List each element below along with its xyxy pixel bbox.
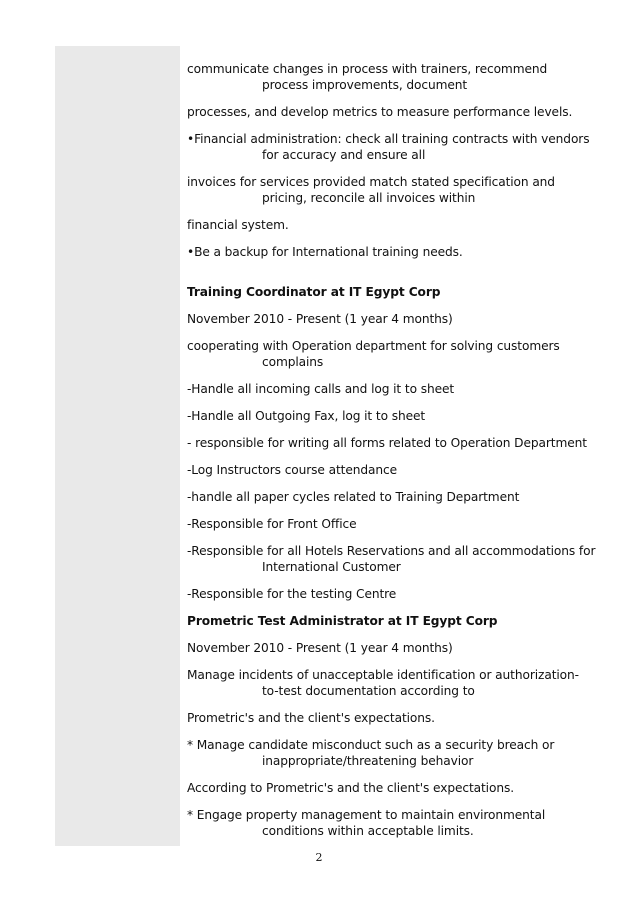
paragraph-continuation: conditions within acceptable limits. <box>262 824 474 838</box>
paragraph-continuation: complains <box>262 355 324 369</box>
job-dates: November 2010 - Present (1 year 4 months) <box>187 641 453 655</box>
paragraph <box>187 489 597 505</box>
paragraph <box>187 586 597 602</box>
paragraph <box>187 780 597 796</box>
paragraph <box>187 217 597 233</box>
paragraph <box>187 737 597 769</box>
paragraph <box>187 338 597 370</box>
paragraph-line: -handle all paper cycles related to Training Department <box>187 490 520 504</box>
paragraph-continuation: to-test documentation according to <box>262 684 475 698</box>
paragraph-continuation: International Customer <box>262 560 401 574</box>
paragraph <box>187 710 597 726</box>
paragraph-line: -Responsible for Front Office <box>187 517 357 531</box>
paragraph-line: •Financial administration: check all training contracts with vendors <box>187 132 590 146</box>
paragraph <box>187 174 597 206</box>
paragraph <box>187 244 597 260</box>
job-dates: November 2010 - Present (1 year 4 months) <box>187 312 453 326</box>
paragraph-continuation: for accuracy and ensure all <box>262 148 426 162</box>
paragraph-continuation: inappropriate/threatening behavior <box>262 754 474 768</box>
paragraph-line: processes, and develop metrics to measure performance levels. <box>187 105 573 119</box>
paragraph <box>187 462 597 478</box>
paragraph <box>187 543 597 575</box>
paragraph-line: •Be a backup for International training needs. <box>187 245 463 259</box>
paragraph-line: According to Prometric's and the client's expectations. <box>187 781 514 795</box>
paragraph-continuation: pricing, reconcile all invoices within <box>262 191 476 205</box>
paragraph <box>187 408 597 424</box>
paragraph-line: -Responsible for all Hotels Reservations and all accommodations for <box>187 544 596 558</box>
page-number: 2 <box>315 851 323 864</box>
paragraph-line: * Manage candidate misconduct such as a security breach or <box>187 738 555 752</box>
paragraph-line: -Log Instructors course attendance <box>187 463 397 477</box>
paragraph-line: cooperating with Operation department for solving customers <box>187 339 560 353</box>
paragraph-line: -Handle all Outgoing Fax, log it to sheet <box>187 409 426 423</box>
paragraph-line: invoices for services provided match stated specification and <box>187 175 555 189</box>
job-title: Prometric Test Administrator at IT Egypt Corp <box>187 614 498 628</box>
paragraph-continuation: process improvements, document <box>262 78 468 92</box>
paragraph <box>187 435 597 451</box>
paragraph-line: -Handle all incoming calls and log it to sheet <box>187 382 455 396</box>
paragraph-line: -Responsible for the testing Centre <box>187 587 397 601</box>
paragraph-line: Prometric's and the client's expectations. <box>187 711 435 725</box>
paragraph-line: communicate changes in process with trainers, recommend <box>187 62 548 76</box>
paragraph <box>187 131 597 163</box>
paragraph <box>187 667 597 699</box>
paragraph-line: financial system. <box>187 218 289 232</box>
paragraph <box>187 516 597 532</box>
paragraph-line: * Engage property management to maintain environmental <box>187 808 546 822</box>
paragraph <box>187 381 597 397</box>
paragraph <box>187 807 597 839</box>
job-title: Training Coordinator at IT Egypt Corp <box>187 285 441 299</box>
paragraph-line: - responsible for writing all forms related to Operation Department <box>187 436 587 450</box>
resume-content <box>187 61 597 850</box>
left-sidebar-panel <box>55 46 180 846</box>
paragraph <box>187 104 597 120</box>
paragraph-line: Manage incidents of unacceptable identification or authorization- <box>187 668 579 682</box>
paragraph <box>187 61 597 93</box>
